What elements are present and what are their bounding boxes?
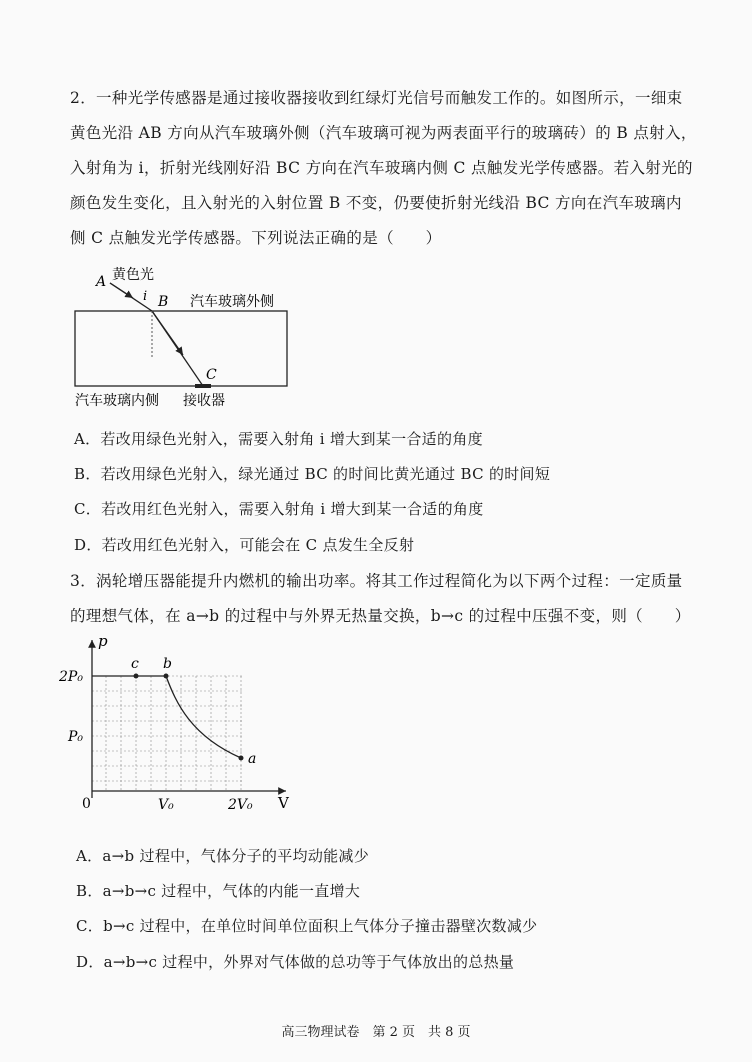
origin-label: 0 (82, 796, 91, 812)
glass-slab (75, 311, 287, 386)
axis-v-label: V (278, 794, 289, 812)
label-light: 黄色光 (112, 267, 154, 283)
tick-2v0: 2V₀ (228, 797, 253, 813)
label-outer: 汽车玻璃外侧 (190, 294, 274, 310)
refracted-arrow (152, 311, 183, 355)
tick-p0: P₀ (68, 729, 84, 745)
label-B: B (158, 294, 169, 310)
q3-line-2: 的理想气体，在 a→b 的过程中与外界无热量交换，b→c 的过程中压强不变，则（ ） (70, 607, 691, 625)
label-A: A (96, 274, 107, 290)
incident-arrow (110, 283, 133, 298)
label-inner: 汽车玻璃内侧 (75, 393, 159, 409)
q2-option-d: D．若改用红色光射入，可能会在 C 点发生全反射 (74, 536, 415, 554)
q2-option-b: B．若改用绿色光射入，绿光通过 BC 的时间比黄光通过 BC 的时间短 (74, 465, 551, 483)
point-c (134, 674, 139, 679)
axis-p-label: p (98, 632, 108, 650)
label-point-b: b (163, 656, 172, 672)
q2-line-3: 入射角为 i，折射光线刚好沿 BC 方向在汽车玻璃内侧 C 点触发光学传感器。若入射光的 (70, 159, 693, 177)
pv-graph (56, 628, 306, 818)
receiver-block (195, 384, 211, 388)
q2-line-4: 颜色发生变化，且入射光的入射位置 B 不变，仍要使折射光线沿 BC 方向在汽车玻璃内 (70, 194, 682, 212)
process-ab (166, 676, 241, 758)
label-i: i (143, 289, 148, 304)
point-a (239, 756, 244, 761)
page-footer: 高三物理试卷 第 2 页 共 8 页 (281, 1025, 471, 1040)
q3-option-c: C．b→c 过程中，在单位时间单位面积上气体分子撞击器壁次数减少 (76, 917, 538, 935)
q3-line-1: 3．涡轮增压器能提升内燃机的输出功率。将其工作过程简化为以下两个过程：一定质量 (70, 572, 683, 590)
q3-option-a: A．a→b 过程中，气体分子的平均动能减少 (76, 847, 370, 865)
q2-line-2: 黄色光沿 AB 方向从汽车玻璃外侧（汽车玻璃可视为两表面平行的玻璃砖）的 B 点射入， (70, 124, 697, 142)
glass-figure (70, 262, 310, 412)
q2-option-c: C．若改用红色光射入，需要入射角 i 增大到某一合适的角度 (74, 500, 484, 518)
q2-line-1: 2．一种光学传感器是通过接收器接收到红绿灯光信号而触发工作的。如图所示，一细束 (70, 89, 683, 107)
tick-v0: V₀ (158, 797, 174, 813)
point-b (164, 674, 169, 679)
label-point-a: a (248, 751, 257, 767)
q3-option-d: D．a→b→c 过程中，外界对气体做的总功等于气体放出的总热量 (76, 953, 515, 971)
label-C: C (206, 367, 217, 383)
q2-line-5: 侧 C 点触发光学传感器。下列说法正确的是（ ） (70, 229, 442, 247)
q2-option-a: A．若改用绿色光射入，需要入射角 i 增大到某一合适的角度 (74, 430, 483, 448)
tick-2p0: 2P₀ (59, 669, 83, 685)
label-receiver: 接收器 (183, 393, 225, 409)
grid (92, 676, 243, 790)
label-point-c: c (131, 656, 139, 672)
q3-option-b: B．a→b→c 过程中，气体的内能一直增大 (76, 882, 361, 900)
